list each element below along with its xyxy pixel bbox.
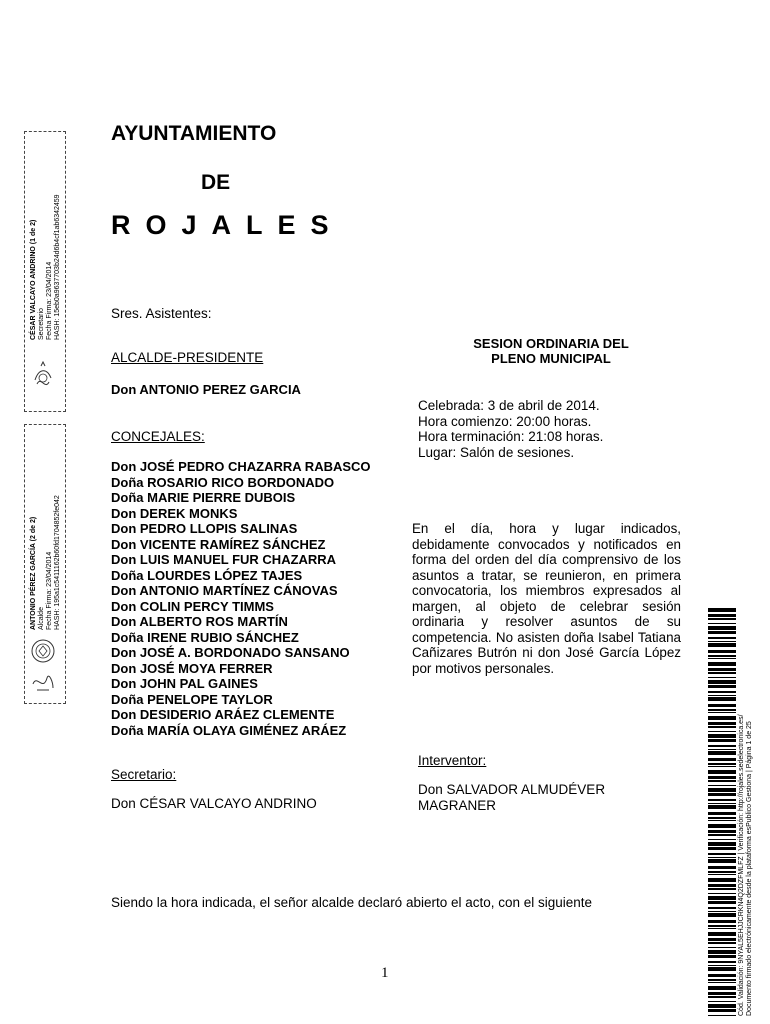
- councillor-list: [111, 459, 371, 738]
- barcode-bar: [708, 866, 736, 869]
- barcode-bar: [708, 965, 736, 966]
- barcode-bar: [708, 871, 736, 873]
- signature-2-name: ANTONIO PÉREZ GARCÍA (2 de 2): [30, 516, 37, 630]
- barcode-bar: [708, 992, 736, 995]
- barcode-bar: [708, 884, 736, 887]
- intervenor-heading: Interventor:: [418, 753, 487, 768]
- barcode-bar: [708, 618, 736, 620]
- barcode-bar: [708, 758, 736, 761]
- barcode-bar: [708, 770, 736, 774]
- barcode-bar: [708, 947, 736, 948]
- signature-2-stamp-icon: [29, 670, 57, 696]
- barcode-bar: [708, 961, 736, 963]
- barcode-bar: [708, 631, 736, 634]
- signature-2-role: Alcalde: [38, 607, 45, 630]
- session-title-line2: PLENO MUNICIPAL: [491, 351, 611, 366]
- councillor-name: Don JOSÉ A. BORDONADO SANSANO: [111, 645, 350, 660]
- barcode-bar: [708, 641, 736, 642]
- barcode-bar: [708, 734, 736, 738]
- barcode-bar: [708, 996, 736, 998]
- councillor-name: Don JOSÉ MOYA FERRER: [111, 660, 273, 676]
- barcode-bar: [708, 691, 736, 693]
- barcode-bar: [708, 925, 736, 927]
- barcode-bar: [708, 763, 736, 765]
- signature-1-date: Fecha Firma: 23/04/2014: [46, 261, 53, 340]
- barcode-bar: [708, 913, 736, 917]
- header-ayuntamiento: AYUNTAMIENTO: [111, 122, 277, 145]
- mayor-heading: ALCALDE-PRESIDENTE: [111, 350, 264, 365]
- session-title-line1: SESION ORDINARIA DEL: [473, 336, 629, 351]
- barcode-bar: [708, 623, 736, 624]
- barcode-bar: [708, 847, 736, 850]
- barcode-bar: [708, 942, 736, 944]
- barcode-bar: [708, 1009, 736, 1012]
- mayor-name: Don ANTONIO PEREZ GARCIA: [111, 382, 301, 397]
- validation-text: [738, 714, 754, 1016]
- signature-1-text: [30, 194, 62, 340]
- barcode-bar: [708, 859, 736, 863]
- intervenor-name-line1: Don SALVADOR ALMUDÉVER: [418, 782, 606, 797]
- barcode-bar: [708, 749, 736, 750]
- barcode-bar: [708, 979, 736, 981]
- barcode-bar: [708, 839, 736, 840]
- councillor-name: Don COLIN PERCY TIMMS: [111, 598, 274, 614]
- council-heading: CONCEJALES:: [111, 429, 205, 444]
- barcode-bar: [708, 776, 736, 779]
- councillor-name: Doña MARÍA OLAYA GIMÉNEZ ARÁEZ: [111, 722, 347, 738]
- councillor-name: Don JOSÉ PEDRO CHAZARRA RABASCO: [111, 459, 371, 474]
- barcode-bar: [708, 982, 736, 983]
- barcode-bar: [708, 853, 736, 855]
- councillor-name: Doña LOURDES LÓPEZ TAJES: [111, 567, 303, 583]
- barcode-bar: [708, 643, 736, 647]
- closing-text: Siendo la hora indicada, el señor alcalde declaró abierto el acto, con el siguiente: [111, 895, 593, 910]
- barcode-bar: [708, 967, 736, 971]
- councillor-name: Doña IRENE RUBIO SÁNCHEZ: [111, 629, 299, 645]
- barcode-bar: [708, 766, 736, 767]
- barcode-bar: [708, 878, 736, 882]
- barcode-bar: [708, 986, 736, 990]
- session-body: En el día, hora y lugar indicados, debidamente convocados y notificados en forma del orden del día comprensivo de los asuntos a tratar, se reunieron, en primera convocatoria, los miembros expresados al margen, al objeto de celebrar sesión ordinaria y resolver asuntos de su competencia. No asisten doña Isabel Tatiana Cañizares Butrón ni don José García López por motivos personales.: [412, 521, 681, 676]
- signature-1-hash: HASH: 15eb0a9637703b24d6b4cf1ab6342459: [54, 194, 61, 340]
- barcode-bar: [708, 626, 736, 630]
- barcode-bar: [708, 751, 736, 755]
- barcode-bar: [708, 893, 736, 894]
- signature-1-role: Secretario: [38, 308, 45, 340]
- validation-barcode: [708, 608, 736, 1016]
- councillor-name: Don JOHN PAL GAINES: [111, 676, 258, 691]
- signature-1-stamp-icon: [29, 360, 57, 394]
- councillor-name: Don ANTONIO MARTÍNEZ CÁNOVAS: [111, 583, 338, 598]
- barcode-bar: [708, 812, 736, 815]
- barcode-bar: [708, 901, 736, 904]
- barcode-bar: [708, 896, 736, 900]
- signature-2-hash: HASH: 195a1c5411162b60fd1704852fe042: [54, 495, 61, 630]
- barcode-bar: [708, 938, 736, 941]
- barcode-bar: [708, 745, 736, 747]
- councillor-name: Don DESIDERIO ARÁEZ CLEMENTE: [111, 707, 335, 722]
- barcode-bar: [708, 793, 736, 796]
- barcode-bar: [708, 932, 736, 936]
- councillor-name: Doña MARIE PIERRE DUBOIS: [111, 490, 296, 505]
- validation-line-2: Documento firmado electrónicamente desde la plataforma esPublico Gestiona | Página 1 de 25: [746, 721, 753, 1016]
- councillor-name: Don LUIS MANUEL FUR CHAZARRA: [111, 552, 337, 567]
- signature-1-name: CÉSAR VALCAYO ANDRINO (1 de 2): [30, 219, 37, 340]
- barcode-bar: [708, 907, 736, 909]
- session-start: Hora comienzo: 20:00 horas.: [418, 413, 592, 429]
- councillor-name: Don VICENTE RAMÍREZ SÁNCHEZ: [111, 536, 326, 552]
- barcode-bar: [708, 950, 736, 954]
- barcode-bar: [708, 637, 736, 639]
- councillor-name: Don DEREK MONKS: [111, 505, 238, 521]
- barcode-bar: [708, 614, 736, 617]
- barcode-bar: [708, 709, 736, 711]
- barcode-bar: [708, 672, 736, 674]
- session-date: Celebrada: 3 de abril de 2014.: [418, 398, 600, 413]
- barcode-bar: [708, 650, 736, 653]
- barcode-bar: [708, 911, 736, 912]
- header-rojales: ROJALES: [111, 210, 344, 240]
- barcode-bar: [708, 716, 736, 720]
- barcode-bar: [708, 731, 736, 732]
- barcode-bar: [708, 608, 736, 612]
- barcode-bar: [708, 920, 736, 923]
- barcode-bar: [708, 857, 736, 858]
- validation-line-1: Cód. Validación: 9NYAL5EHJJCRKN4Q2DZFMLFZ | Verificación: http://rojales.sedelectronica.es/: [738, 714, 745, 1016]
- barcode-bar: [708, 662, 736, 666]
- session-details: [418, 398, 603, 460]
- barcode-bar: [708, 928, 736, 929]
- barcode-bar: [708, 974, 736, 977]
- secretary-heading: Secretario:: [111, 767, 177, 782]
- councillor-name: Doña ROSARIO RICO BORDONADO: [111, 474, 335, 490]
- councillor-name: Doña PENELOPE TAYLOR: [111, 691, 273, 707]
- barcode-bar: [708, 824, 736, 828]
- page-number: 1: [381, 965, 389, 981]
- session-end: Hora terminación: 21:08 horas.: [418, 429, 604, 444]
- barcode-bar: [708, 680, 736, 684]
- barcode-bar: [708, 658, 736, 659]
- barcode-bar: [708, 1015, 736, 1016]
- barcode-bar: [708, 803, 736, 804]
- barcode-bar: [708, 685, 736, 688]
- barcode-bar: [708, 712, 736, 713]
- barcode-bar: [708, 888, 736, 890]
- intervenor-name-line2: MAGRANER: [418, 798, 497, 813]
- barcode-bar: [708, 834, 736, 836]
- barcode-bar: [708, 830, 736, 833]
- barcode-bar: [708, 805, 736, 809]
- barcode-bar: [708, 655, 736, 657]
- barcode-bar: [708, 726, 736, 728]
- barcode-bar: [708, 780, 736, 782]
- barcode-bar: [708, 695, 736, 696]
- barcode-bar: [708, 820, 736, 821]
- barcode-bar: [708, 722, 736, 725]
- councillor-name: Don PEDRO LLOPIS SALINAS: [111, 521, 298, 536]
- signature-2-date: Fecha Firma: 23/04/2014: [46, 551, 53, 630]
- councillor-name: Don ALBERTO ROS MARTÍN: [111, 614, 288, 629]
- barcode-bar: [708, 677, 736, 678]
- barcode-bar: [708, 785, 736, 786]
- barcode-bar: [708, 799, 736, 801]
- municipal-seal-icon: [29, 638, 57, 664]
- barcode-bar: [708, 1004, 736, 1008]
- barcode-bar: [708, 955, 736, 958]
- barcode-bar: [708, 704, 736, 707]
- barcode-bar: [708, 668, 736, 671]
- session-place: Lugar: Salón de sesiones.: [418, 444, 575, 460]
- barcode-bar: [708, 739, 736, 742]
- barcode-bar: [708, 1001, 736, 1002]
- barcode-bar: [708, 788, 736, 792]
- attendees-label: Sres. Asistentes:: [111, 306, 212, 321]
- barcode-bar: [708, 842, 736, 846]
- signature-2-text: [30, 495, 62, 630]
- secretary-name: Don CÉSAR VALCAYO ANDRINO: [111, 796, 317, 811]
- header-de: DE: [201, 171, 231, 194]
- barcode-bar: [708, 697, 736, 701]
- barcode-bar: [708, 817, 736, 819]
- barcode-bar: [708, 874, 736, 875]
